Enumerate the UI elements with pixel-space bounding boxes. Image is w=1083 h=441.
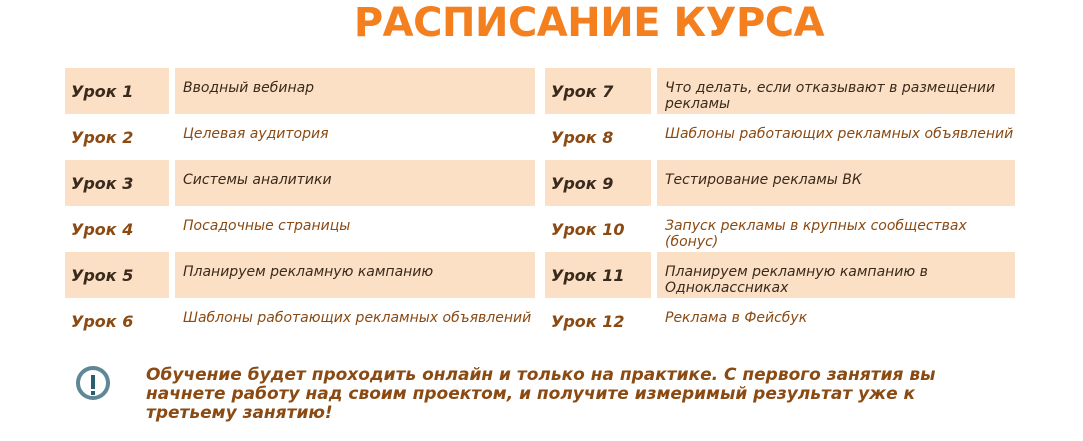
exclamation-circle-icon: [76, 366, 110, 400]
lesson-row: [545, 160, 1015, 206]
lesson-row: [65, 298, 535, 344]
lesson-number: Урок 12: [551, 311, 625, 331]
lesson-row: [65, 206, 535, 252]
lesson-topic: Посадочные страницы: [183, 218, 351, 234]
schedule-right-column: [545, 68, 1015, 344]
notice-block: [76, 366, 956, 426]
lesson-topic: Целевая аудитория: [183, 126, 329, 142]
page-title: РАСПИСАНИЕ КУРСА: [353, 0, 825, 46]
lesson-topic: Тестирование рекламы ВК: [657, 160, 1015, 206]
lesson-row: [545, 114, 1015, 160]
lesson-number: Урок 2: [71, 127, 134, 147]
lesson-topic: Что делать, если отказывают в размещении рекламы: [657, 68, 1015, 114]
lesson-topic: Планируем рекламную кампанию в Одноклассниках: [657, 252, 1015, 298]
notice-text: Обучение будет проходить онлайн и только на практике. С первого занятия вы начнете работу над своим проектом, и получите измеримый результат уже к третьему занятию!: [146, 365, 936, 423]
lesson-row: [545, 298, 1015, 344]
lesson-row: [545, 206, 1015, 252]
lesson-number: Урок 7: [545, 68, 651, 114]
schedule-left-column: [65, 68, 535, 344]
lesson-row: [65, 68, 535, 114]
lesson-topic: Шаблоны работающих рекламных объявлений: [665, 126, 1014, 142]
lesson-topic: Планируем рекламную кампанию: [175, 252, 535, 298]
lesson-number: Урок 10: [551, 219, 625, 239]
lesson-row: [65, 114, 535, 160]
lesson-number: Урок 9: [545, 160, 651, 206]
lesson-row: [65, 252, 535, 298]
lesson-row: [65, 160, 535, 206]
lesson-number: Урок 11: [545, 252, 651, 298]
lesson-number: Урок 5: [65, 252, 169, 298]
lesson-number: Урок 4: [71, 219, 134, 239]
lesson-number: Урок 6: [71, 311, 134, 331]
lesson-row: [545, 252, 1015, 298]
lesson-topic: Реклама в Фейсбук: [665, 310, 808, 326]
lesson-number: Урок 8: [551, 127, 614, 147]
lesson-topic: Шаблоны работающих рекламных объявлений: [183, 310, 532, 326]
lesson-topic: Системы аналитики: [175, 160, 535, 206]
lesson-number: Урок 1: [65, 68, 169, 114]
lesson-number: Урок 3: [65, 160, 169, 206]
lesson-topic: Вводный вебинар: [175, 68, 535, 114]
lesson-row: [545, 68, 1015, 114]
lesson-topic: Запуск рекламы в крупных сообществах (бонус): [665, 218, 967, 250]
